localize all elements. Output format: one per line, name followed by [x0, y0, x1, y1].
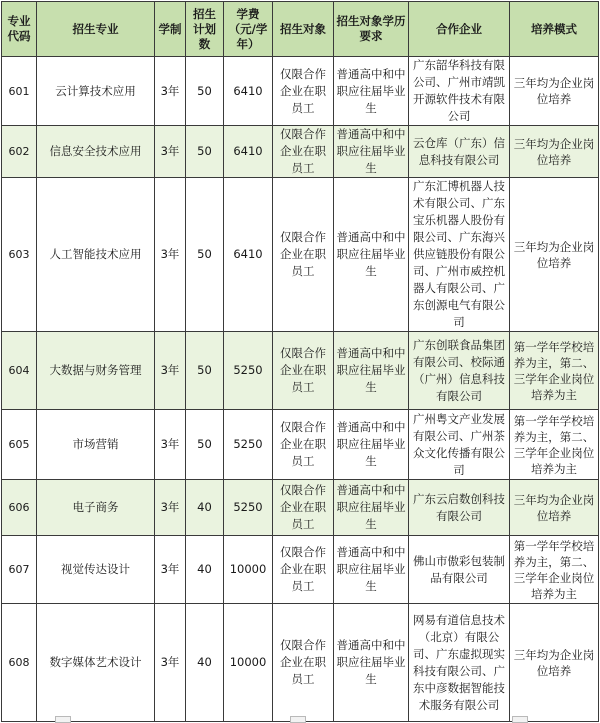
cell-code: 607	[2, 536, 37, 604]
cell-duration: 3年	[155, 480, 186, 536]
cell-duration: 3年	[155, 126, 186, 178]
table-row	[2, 332, 599, 410]
cell-partner: 广东汇博机器人技术有限公司、广东宝乐机器人股份有限公司、广东海兴供应链股份有限公司、广州市威控机器人有限公司、广东创源电气有限公司	[409, 178, 510, 332]
cell-major: 云计算技术应用	[37, 57, 155, 126]
header-duration: 学制	[155, 2, 186, 57]
header-target: 招生对象	[273, 2, 334, 57]
cell-code: 608	[2, 604, 37, 722]
header-major: 招生专业	[37, 2, 155, 57]
cell-major: 数字媒体艺术设计	[37, 604, 155, 722]
cell-major: 市场营销	[37, 410, 155, 480]
header-partner: 合作企业	[409, 2, 510, 57]
cell-target: 仅限合作企业在职员工	[273, 332, 334, 410]
cell-education: 普通高中和中职应往届毕业生	[334, 332, 409, 410]
cell-duration: 3年	[155, 178, 186, 332]
cell-major: 人工智能技术应用	[37, 178, 155, 332]
cell-plan: 40	[186, 536, 224, 604]
cell-target: 仅限合作企业在职员工	[273, 536, 334, 604]
cell-duration: 3年	[155, 410, 186, 480]
cell-duration: 3年	[155, 332, 186, 410]
cell-mode: 第一学年学校培养为主，第二、三学年企业岗位培养为主	[510, 332, 599, 410]
cell-target: 仅限合作企业在职员工	[273, 480, 334, 536]
cell-education: 普通高中和中职应往届毕业生	[334, 410, 409, 480]
cell-target: 仅限合作企业在职员工	[273, 57, 334, 126]
cell-code: 603	[2, 178, 37, 332]
cell-major: 信息安全技术应用	[37, 126, 155, 178]
cell-fee: 10000	[224, 604, 273, 722]
cell-fee: 5250	[224, 480, 273, 536]
cell-partner: 广东创联食品集团有限公司、校际通（广州）信息科技有限公司	[409, 332, 510, 410]
cell-plan: 50	[186, 410, 224, 480]
header-education: 招生对象学历要求	[334, 2, 409, 57]
cell-mode: 三年均为企业岗位培养	[510, 57, 599, 126]
cell-fee: 5250	[224, 332, 273, 410]
cell-partner: 广州粤文产业发展有限公司、广州茶众文化传播有限公司	[409, 410, 510, 480]
header-code: 专业代码	[2, 2, 37, 57]
cell-code: 602	[2, 126, 37, 178]
table-row	[2, 410, 599, 480]
table-row	[2, 126, 599, 178]
cell-education: 普通高中和中职应往届毕业生	[334, 604, 409, 722]
cell-plan: 50	[186, 126, 224, 178]
cell-fee: 6410	[224, 57, 273, 126]
cell-major: 视觉传达设计	[37, 536, 155, 604]
cell-target: 仅限合作企业在职员工	[273, 604, 334, 722]
cell-partner: 云仓库（广东）信息科技有限公司	[409, 126, 510, 178]
cell-mode: 三年均为企业岗位培养	[510, 480, 599, 536]
cell-fee: 10000	[224, 536, 273, 604]
cell-partner: 佛山市傲彩包装制品有限公司	[409, 536, 510, 604]
scroll-artifacts	[0, 716, 600, 722]
header-fee: 学费（元/学年）	[224, 2, 273, 57]
cell-major: 电子商务	[37, 480, 155, 536]
cell-plan: 40	[186, 604, 224, 722]
table-row	[2, 57, 599, 126]
header-plan: 招生计划数	[186, 2, 224, 57]
cell-plan: 50	[186, 332, 224, 410]
cell-partner: 广东韶华科技有限公司、广州市靖凯开源软件技术有限公司	[409, 57, 510, 126]
cell-mode: 三年均为企业岗位培养	[510, 604, 599, 722]
cell-mode: 三年均为企业岗位培养	[510, 178, 599, 332]
cell-fee: 6410	[224, 178, 273, 332]
cell-education: 普通高中和中职应往届毕业生	[334, 480, 409, 536]
cell-plan: 50	[186, 57, 224, 126]
table-row	[2, 480, 599, 536]
cell-mode: 三年均为企业岗位培养	[510, 126, 599, 178]
cell-education: 普通高中和中职应往届毕业生	[334, 536, 409, 604]
cell-code: 606	[2, 480, 37, 536]
cell-duration: 3年	[155, 604, 186, 722]
cell-duration: 3年	[155, 57, 186, 126]
table-row	[2, 178, 599, 332]
enrollment-table	[1, 1, 599, 722]
cell-plan: 50	[186, 178, 224, 332]
cell-education: 普通高中和中职应往届毕业生	[334, 57, 409, 126]
cell-duration: 3年	[155, 536, 186, 604]
cell-plan: 40	[186, 480, 224, 536]
header-mode: 培养模式	[510, 2, 599, 57]
cell-education: 普通高中和中职应往届毕业生	[334, 126, 409, 178]
cell-target: 仅限合作企业在职员工	[273, 178, 334, 332]
cell-major: 大数据与财务管理	[37, 332, 155, 410]
cell-code: 601	[2, 57, 37, 126]
cell-fee: 5250	[224, 410, 273, 480]
cell-partner: 网易有道信息技术（北京）有限公司、广东虚拟现实科技有限公司、广东中彦数据智能技术服务有限公司	[409, 604, 510, 722]
cell-target: 仅限合作企业在职员工	[273, 126, 334, 178]
cell-target: 仅限合作企业在职员工	[273, 410, 334, 480]
table-row	[2, 604, 599, 722]
cell-code: 605	[2, 410, 37, 480]
cell-mode: 第一学年学校培养为主，第二、三学年企业岗位培养为主	[510, 536, 599, 604]
header-row	[2, 2, 599, 57]
cell-mode: 第一学年学校培养为主，第二、三学年企业岗位培养为主	[510, 410, 599, 480]
cell-education: 普通高中和中职应往届毕业生	[334, 178, 409, 332]
cell-partner: 广东云启数创科技有限公司	[409, 480, 510, 536]
table-row	[2, 536, 599, 604]
cell-code: 604	[2, 332, 37, 410]
cell-fee: 6410	[224, 126, 273, 178]
